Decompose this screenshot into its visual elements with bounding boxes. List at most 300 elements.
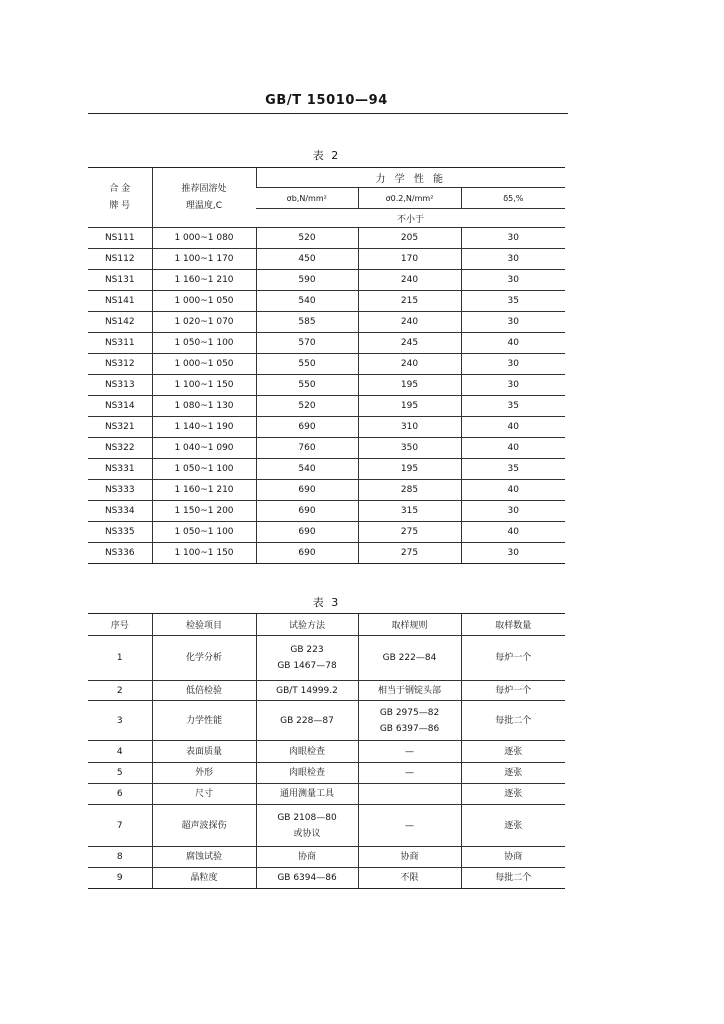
alloy-grade-cell xyxy=(88,312,152,333)
test-method-cell xyxy=(256,741,358,763)
elongation-cell-text: 30 xyxy=(507,548,519,558)
table-row xyxy=(88,333,565,354)
tensile-strength-cell xyxy=(256,228,358,249)
alloy-grade-cell-text: NS312 xyxy=(104,359,135,369)
yield-strength-cell xyxy=(358,375,461,396)
tensile-strength-cell xyxy=(256,459,358,480)
seq-no-cell-text: 5 xyxy=(116,768,123,778)
alloy-grade-cell-text: NS331 xyxy=(104,464,135,474)
solution-temp-cell-text: 1 040~1 090 xyxy=(174,443,234,453)
sampling-qty-cell xyxy=(461,868,565,889)
alloy-grade-cell xyxy=(88,417,152,438)
yield-strength-cell-text: 195 xyxy=(400,464,419,474)
elongation-cell-text: 35 xyxy=(507,464,519,474)
elongation-cell-text: 40 xyxy=(507,443,519,453)
seq-no-cell xyxy=(88,784,152,805)
seq-no-cell xyxy=(88,805,152,847)
sampling-rule-cell xyxy=(358,784,461,805)
inspection-item-cell-text: 化学分析 xyxy=(185,653,222,663)
document-code: GB/T 15010—94 xyxy=(265,93,388,108)
inspection-item-cell-text: 低倍检验 xyxy=(185,685,222,696)
inspection-item-cell-text: 超声波探伤 xyxy=(181,820,227,831)
tensile-strength-cell-text: 450 xyxy=(298,254,316,264)
sampling-qty-cell xyxy=(461,784,565,805)
yield-strength-cell xyxy=(358,459,461,480)
tensile-strength-cell-text: 760 xyxy=(298,443,316,453)
yield-strength-header: σ0.2,N/mm² xyxy=(358,188,461,209)
not-less-than-label: 不小于 xyxy=(256,209,565,228)
tensile-strength-cell xyxy=(256,312,358,333)
solution-temp-cell-text: 1 100~1 150 xyxy=(174,548,234,558)
inspection-item-cell-text: 尺寸 xyxy=(194,789,213,799)
yield-strength-cell xyxy=(358,543,461,564)
elongation-cell xyxy=(461,249,565,270)
sampling-qty-cell-text: 逐张 xyxy=(504,746,523,757)
seq-no-cell xyxy=(88,763,152,784)
tensile-strength-cell-text: 690 xyxy=(298,506,316,516)
tensile-strength-cell xyxy=(256,354,358,375)
test-method-cell-text: GB 1467—78 xyxy=(277,661,337,671)
tensile-strength-cell-text: 540 xyxy=(298,296,316,306)
seq-no-cell xyxy=(88,868,152,889)
elongation-cell xyxy=(461,480,565,501)
sampling-qty-cell-text: 每批二个 xyxy=(495,715,532,726)
alloy-grade-cell-text: NS311 xyxy=(104,338,135,348)
elongation-cell-text: 30 xyxy=(507,506,519,516)
elongation-cell-text: 40 xyxy=(507,527,519,537)
sampling-rule-cell-text: GB 2975—82 xyxy=(379,707,440,718)
table2 xyxy=(88,167,565,564)
solution-temp-cell-text: 1 050~1 100 xyxy=(174,527,234,537)
sampling-rule-cell-text: 不限 xyxy=(400,873,419,883)
yield-strength-cell xyxy=(358,228,461,249)
table-row xyxy=(88,249,565,270)
tensile-strength-cell xyxy=(256,501,358,522)
sampling-rule-cell-text: 相当于钢锭头部 xyxy=(377,685,441,696)
alloy-grade-cell-text: NS111 xyxy=(104,233,135,243)
elongation-cell-text: 30 xyxy=(507,380,519,390)
table-row xyxy=(88,375,565,396)
elongation-cell xyxy=(461,501,565,522)
test-method-cell-text: 或协议 xyxy=(293,828,321,839)
elongation-cell-text: 30 xyxy=(507,359,519,369)
table-row xyxy=(88,784,565,805)
tensile-strength-cell-text: 690 xyxy=(298,527,316,537)
sampling-rule-cell xyxy=(358,805,461,847)
table-row xyxy=(88,522,565,543)
sampling-rule-cell-text: — xyxy=(405,820,414,831)
alloy-grade-cell-text: NS333 xyxy=(104,485,135,495)
solution-temp-cell xyxy=(152,480,256,501)
yield-strength-cell-text: 240 xyxy=(400,359,419,369)
solution-temp-cell-text: 1 000~1 050 xyxy=(174,296,234,306)
test-method-header: 试验方法 xyxy=(256,614,358,636)
solution-temp-cell xyxy=(152,417,256,438)
elongation-cell xyxy=(461,333,565,354)
solution-temp-cell xyxy=(152,438,256,459)
solution-temp-cell-text: 1 000~1 080 xyxy=(174,233,234,243)
alloy-grade-cell-text: NS313 xyxy=(104,380,135,390)
alloy-grade-cell xyxy=(88,291,152,312)
alloy-grade-cell-text: NS335 xyxy=(104,527,135,537)
solution-temp-cell-text: 1 050~1 100 xyxy=(174,338,234,348)
inspection-item-cell xyxy=(152,763,256,784)
elongation-cell xyxy=(461,312,565,333)
solution-temp-cell xyxy=(152,543,256,564)
elongation-cell xyxy=(461,459,565,480)
yield-strength-cell-text: 310 xyxy=(400,422,419,432)
inspection-item-cell xyxy=(152,784,256,805)
sampling-rule-header: 取样规则 xyxy=(358,614,461,636)
tensile-strength-cell-text: 570 xyxy=(298,338,316,348)
sampling-rule-cell xyxy=(358,868,461,889)
alloy-grade-cell xyxy=(88,522,152,543)
table-row xyxy=(88,763,565,784)
yield-strength-cell xyxy=(358,291,461,312)
table-row xyxy=(88,805,565,847)
elongation-cell xyxy=(461,438,565,459)
seq-no-header: 序号 xyxy=(88,614,152,636)
elongation-cell-text: 30 xyxy=(507,254,519,264)
tensile-strength-cell xyxy=(256,291,358,312)
sampling-qty-cell-text: 逐张 xyxy=(504,820,523,831)
elongation-cell xyxy=(461,291,565,312)
inspection-item-header: 检验项目 xyxy=(152,614,256,636)
test-method-cell-text: GB 228—87 xyxy=(280,715,334,726)
alloy-grade-cell-text: NS314 xyxy=(104,401,135,411)
solution-temp-cell xyxy=(152,312,256,333)
table3-body xyxy=(88,636,565,889)
sampling-qty-cell xyxy=(461,847,565,868)
solution-temp-cell-text: 1 050~1 100 xyxy=(174,464,234,474)
test-method-cell xyxy=(256,847,358,868)
inspection-item-cell-text: 晶粒度 xyxy=(190,873,218,883)
yield-strength-cell-text: 275 xyxy=(400,527,419,537)
test-method-cell-text: GB 223 xyxy=(290,645,324,655)
inspection-item-cell xyxy=(152,636,256,681)
yield-strength-cell xyxy=(358,417,461,438)
tensile-strength-cell xyxy=(256,417,358,438)
tensile-strength-cell-text: 550 xyxy=(298,380,316,390)
mechanical-properties-header: 力 学 性 能 xyxy=(256,168,565,188)
alloy-grade-cell-text: NS142 xyxy=(104,317,135,327)
yield-strength-cell-text: 215 xyxy=(400,296,419,306)
tensile-strength-cell xyxy=(256,438,358,459)
sampling-rule-cell-text: GB 6397—86 xyxy=(379,723,440,734)
sampling-qty-cell xyxy=(461,701,565,741)
alloy-grade-cell xyxy=(88,501,152,522)
yield-strength-cell-text: 205 xyxy=(400,233,419,243)
alloy-grade-cell xyxy=(88,438,152,459)
yield-strength-cell-text: 350 xyxy=(400,443,419,453)
solution-temp-cell-text: 1 000~1 050 xyxy=(174,359,234,369)
yield-strength-cell-text: 240 xyxy=(400,317,419,327)
alloy-grade-cell xyxy=(88,249,152,270)
solution-temp-cell xyxy=(152,375,256,396)
elongation-cell xyxy=(461,270,565,291)
sampling-qty-cell-text: 逐张 xyxy=(504,789,523,799)
yield-strength-cell xyxy=(358,438,461,459)
table-row xyxy=(88,228,565,249)
table-row xyxy=(88,396,565,417)
seq-no-cell xyxy=(88,681,152,701)
test-method-cell xyxy=(256,868,358,889)
test-method-cell xyxy=(256,636,358,681)
sampling-qty-cell-text: 每炉一个 xyxy=(495,653,532,663)
elongation-cell-text: 35 xyxy=(507,296,519,306)
tensile-strength-cell-text: 590 xyxy=(298,275,316,285)
sampling-qty-cell xyxy=(461,805,565,847)
inspection-item-cell xyxy=(152,805,256,847)
tensile-strength-cell xyxy=(256,543,358,564)
elongation-cell-text: 40 xyxy=(507,422,519,432)
alloy-grade-cell-text: NS322 xyxy=(104,443,135,453)
table3-header-row xyxy=(88,614,565,636)
solution-temp-cell-text: 1 100~1 170 xyxy=(174,254,234,264)
sampling-qty-cell-text: 协商 xyxy=(504,852,523,862)
tensile-strength-cell-text: 520 xyxy=(298,401,316,411)
solution-temp-cell-text: 1 100~1 150 xyxy=(174,380,234,390)
elongation-cell xyxy=(461,354,565,375)
tensile-strength-cell xyxy=(256,333,358,354)
test-method-cell xyxy=(256,763,358,784)
yield-strength-cell xyxy=(358,312,461,333)
alloy-grade-cell-text: NS321 xyxy=(104,422,135,432)
tensile-strength-cell xyxy=(256,480,358,501)
test-method-cell xyxy=(256,681,358,701)
elongation-cell xyxy=(461,543,565,564)
seq-no-cell xyxy=(88,741,152,763)
alloy-grade-header-line1: 合 金 xyxy=(109,183,131,194)
seq-no-cell-text: 8 xyxy=(116,852,123,862)
elongation-cell-text: 30 xyxy=(507,275,519,285)
solution-temp-cell xyxy=(152,228,256,249)
sampling-rule-cell-text: — xyxy=(405,768,414,778)
yield-strength-cell-text: 245 xyxy=(400,338,419,348)
table3-caption: 表 3 xyxy=(312,596,341,609)
table-row xyxy=(88,438,565,459)
seq-no-cell xyxy=(88,701,152,741)
solution-temp-cell-text: 1 160~1 210 xyxy=(174,485,234,495)
yield-strength-cell-text: 195 xyxy=(400,380,419,390)
yield-strength-cell-text: 275 xyxy=(400,548,419,558)
sampling-rule-cell-text: 协商 xyxy=(400,852,419,862)
test-method-cell-text: 肉眼检查 xyxy=(288,768,325,778)
inspection-item-cell-text: 外形 xyxy=(194,768,213,778)
alloy-grade-cell xyxy=(88,480,152,501)
table-row xyxy=(88,354,565,375)
seq-no-cell-text: 6 xyxy=(116,789,123,799)
table-row xyxy=(88,636,565,681)
seq-no-cell-text: 2 xyxy=(116,685,123,696)
alloy-grade-cell xyxy=(88,375,152,396)
test-method-cell-text: GB 6394—86 xyxy=(277,873,337,883)
sampling-rule-cell xyxy=(358,763,461,784)
seq-no-cell-text: 4 xyxy=(116,746,123,757)
elongation-cell-text: 35 xyxy=(507,401,519,411)
table-row xyxy=(88,701,565,741)
sampling-qty-cell-text: 每炉一个 xyxy=(495,685,532,696)
table-row xyxy=(88,291,565,312)
elongation-header: δ5,% xyxy=(461,188,565,209)
alloy-grade-header-line2: 牌 号 xyxy=(109,200,131,211)
yield-strength-cell xyxy=(358,270,461,291)
alloy-grade-cell-text: NS112 xyxy=(104,254,135,264)
solution-temp-cell-text: 1 020~1 070 xyxy=(174,317,234,327)
yield-strength-cell-text: 240 xyxy=(400,275,419,285)
inspection-item-cell xyxy=(152,741,256,763)
seq-no-cell-text: 7 xyxy=(116,820,123,831)
alloy-grade-cell xyxy=(88,459,152,480)
yield-strength-cell xyxy=(358,396,461,417)
solution-temp-cell xyxy=(152,501,256,522)
alloy-grade-cell-text: NS334 xyxy=(104,506,135,516)
solution-temp-cell xyxy=(152,522,256,543)
sampling-rule-cell xyxy=(358,741,461,763)
solution-temp-cell-text: 1 080~1 130 xyxy=(174,401,234,411)
inspection-item-cell xyxy=(152,701,256,741)
solution-temp-cell-text: 1 140~1 190 xyxy=(174,422,234,432)
inspection-item-cell-text: 腐蚀试验 xyxy=(185,852,222,862)
table2-body xyxy=(88,228,565,564)
sampling-qty-cell xyxy=(461,763,565,784)
table-row xyxy=(88,480,565,501)
tensile-strength-cell-text: 520 xyxy=(298,233,316,243)
yield-strength-cell-text: 170 xyxy=(400,254,419,264)
table-row xyxy=(88,868,565,889)
tensile-strength-header: σb,N/mm² xyxy=(256,188,358,209)
solution-temp-header-line1: 推荐固溶处 xyxy=(181,183,227,194)
alloy-grade-header xyxy=(88,168,152,228)
yield-strength-cell-text: 285 xyxy=(400,485,419,495)
yield-strength-cell xyxy=(358,249,461,270)
sampling-rule-cell-text: — xyxy=(405,746,414,757)
table-row xyxy=(88,741,565,763)
tensile-strength-cell xyxy=(256,396,358,417)
elongation-cell-text: 40 xyxy=(507,338,519,348)
inspection-item-cell-text: 力学性能 xyxy=(185,715,222,726)
header-rule xyxy=(88,113,568,114)
tensile-strength-cell-text: 690 xyxy=(298,548,316,558)
sampling-rule-cell-text: GB 222—84 xyxy=(382,653,437,663)
yield-strength-cell-text: 315 xyxy=(400,506,419,516)
alloy-grade-cell xyxy=(88,396,152,417)
solution-temp-cell xyxy=(152,291,256,312)
yield-strength-cell xyxy=(358,522,461,543)
test-method-cell xyxy=(256,805,358,847)
elongation-cell xyxy=(461,228,565,249)
alloy-grade-cell-text: NS131 xyxy=(104,275,135,285)
tensile-strength-cell-text: 540 xyxy=(298,464,316,474)
test-method-cell-text: 肉眼检查 xyxy=(288,746,325,757)
solution-temp-cell-text: 1 160~1 210 xyxy=(174,275,234,285)
test-method-cell-text: 通用测量工具 xyxy=(279,789,334,799)
solution-temp-cell xyxy=(152,249,256,270)
inspection-item-cell xyxy=(152,868,256,889)
tensile-strength-cell-text: 550 xyxy=(298,359,316,369)
elongation-cell xyxy=(461,396,565,417)
sampling-qty-cell xyxy=(461,741,565,763)
table-row xyxy=(88,543,565,564)
alloy-grade-cell xyxy=(88,333,152,354)
test-method-cell-text: 协商 xyxy=(297,852,316,862)
tensile-strength-cell xyxy=(256,375,358,396)
test-method-cell xyxy=(256,784,358,805)
alloy-grade-cell xyxy=(88,270,152,291)
tensile-strength-cell-text: 585 xyxy=(298,317,316,327)
test-method-cell xyxy=(256,701,358,741)
solution-temp-cell-text: 1 150~1 200 xyxy=(174,506,234,516)
table-row xyxy=(88,270,565,291)
table-row xyxy=(88,501,565,522)
solution-temp-cell xyxy=(152,396,256,417)
tensile-strength-cell-text: 690 xyxy=(298,485,316,495)
tensile-strength-cell xyxy=(256,522,358,543)
alloy-grade-cell-text: NS336 xyxy=(104,548,135,558)
table-row xyxy=(88,847,565,868)
elongation-cell xyxy=(461,375,565,396)
seq-no-cell xyxy=(88,847,152,868)
table-row xyxy=(88,459,565,480)
test-method-cell-text: GB/T 14999.2 xyxy=(276,685,338,696)
yield-strength-cell-text: 195 xyxy=(400,401,419,411)
sampling-rule-cell xyxy=(358,681,461,701)
table-row xyxy=(88,681,565,701)
yield-strength-cell xyxy=(358,333,461,354)
yield-strength-cell xyxy=(358,501,461,522)
table-row xyxy=(88,312,565,333)
elongation-cell xyxy=(461,417,565,438)
inspection-item-cell xyxy=(152,847,256,868)
tensile-strength-cell-text: 690 xyxy=(298,422,316,432)
alloy-grade-cell-text: NS141 xyxy=(104,296,135,306)
alloy-grade-cell xyxy=(88,228,152,249)
alloy-grade-cell xyxy=(88,354,152,375)
seq-no-cell-text: 1 xyxy=(116,653,123,663)
sampling-qty-cell-text: 每批二个 xyxy=(495,873,532,883)
elongation-cell-text: 30 xyxy=(507,317,519,327)
elongation-cell-text: 40 xyxy=(507,485,519,495)
sampling-qty-cell xyxy=(461,681,565,701)
solution-temp-cell xyxy=(152,333,256,354)
tensile-strength-cell xyxy=(256,249,358,270)
seq-no-cell xyxy=(88,636,152,681)
solution-temp-cell xyxy=(152,459,256,480)
solution-temp-cell xyxy=(152,270,256,291)
yield-strength-cell xyxy=(358,354,461,375)
yield-strength-cell xyxy=(358,480,461,501)
sampling-qty-cell-text: 逐张 xyxy=(504,768,523,778)
solution-temp-cell xyxy=(152,354,256,375)
inspection-item-cell xyxy=(152,681,256,701)
seq-no-cell-text: 3 xyxy=(116,715,123,726)
table3 xyxy=(88,613,565,889)
sampling-qty-cell xyxy=(461,636,565,681)
sampling-rule-cell xyxy=(358,701,461,741)
table2-caption: 表 2 xyxy=(312,149,341,162)
table-row xyxy=(88,417,565,438)
sampling-rule-cell xyxy=(358,847,461,868)
sampling-rule-cell xyxy=(358,636,461,681)
alloy-grade-cell xyxy=(88,543,152,564)
inspection-item-cell-text: 表面质量 xyxy=(185,746,222,757)
sampling-qty-header: 取样数量 xyxy=(461,614,565,636)
elongation-cell xyxy=(461,522,565,543)
solution-temp-header xyxy=(152,168,256,228)
test-method-cell-text: GB 2108—80 xyxy=(277,812,337,823)
solution-temp-header-line2: 理温度,C xyxy=(185,200,223,211)
elongation-cell-text: 30 xyxy=(507,233,519,243)
